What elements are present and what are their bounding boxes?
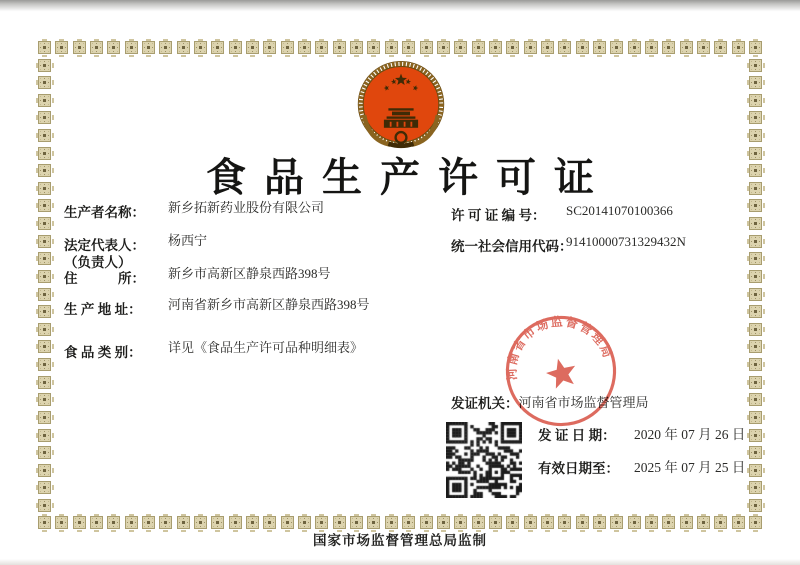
border-tile [558,516,571,529]
border-tile [333,41,346,54]
border-tile [593,41,606,54]
border-tile [73,516,86,529]
production-address-value: 河南省新乡市高新区静泉西路398号 [168,297,370,312]
official-red-seal [498,308,624,434]
border-tile [732,41,745,54]
china-national-emblem-icon [356,60,446,152]
border-tile [437,516,450,529]
seal-star-icon [543,355,579,390]
border-tile [749,411,762,424]
border-tile [610,41,623,54]
border-tile [177,516,190,529]
producer-name-value: 新乡拓新药业股份有限公司 [168,200,325,215]
legal-representative-value: 杨西宁 [168,233,208,248]
border-tile [749,270,762,283]
border-tile [38,481,51,494]
border-tile [38,41,51,54]
border-tile [645,516,658,529]
border-tile [749,446,762,459]
border-tile [749,464,762,477]
border-tile [246,41,259,54]
scan-edge-bottom [0,559,800,565]
border-tile [749,129,762,142]
border-tile [38,235,51,248]
border-tile [333,516,346,529]
border-tile [246,516,259,529]
border-tile [107,516,120,529]
border-tile [697,516,710,529]
border-tile [541,41,554,54]
border-tile [315,41,328,54]
production-address-label: 生 产 地 址： [64,302,142,317]
border-tile [263,41,276,54]
border-tile [38,94,51,107]
field-license-number [451,203,673,224]
border-tile [472,516,485,529]
license-number-value: SC20141070100366 [566,203,673,218]
border-tile [749,358,762,371]
field-valid-until [538,460,745,477]
border-tile [541,516,554,529]
border-tile [489,516,502,529]
food-category-label: 食 品 类 别： [64,345,142,360]
border-tile [177,41,190,54]
border-tile [125,516,138,529]
border-tile [38,288,51,301]
border-tile [211,516,224,529]
border-tile [194,516,207,529]
border-tile [281,516,294,529]
border-tile [472,41,485,54]
border-tile [38,305,51,318]
border-tile [454,41,467,54]
border-tile [749,76,762,89]
border-tile [749,305,762,318]
border-tile [732,516,745,529]
border-tile [506,41,519,54]
border-tile [680,516,693,529]
border-tile [194,41,207,54]
border-tile [90,41,103,54]
border-tile [159,516,172,529]
border-tile [38,129,51,142]
issue-date-value: 2020 年 07 月 26 日 [634,427,746,442]
issuing-authority-value: 河南省市场监督管理局 [518,395,649,410]
border-tile [38,111,51,124]
border-tile [749,323,762,336]
border-tile [749,235,762,248]
border-tile [749,340,762,353]
border-tile [38,340,51,353]
border-tile [524,516,537,529]
border-tile [38,323,51,336]
border-tile [628,41,641,54]
border-tile [211,41,224,54]
legal-representative-sublabel: （负责人） [64,255,132,270]
scan-edge-top [0,0,800,12]
border-tile [159,41,172,54]
border-tile [367,516,380,529]
field-residence [64,266,331,287]
border-tile [73,41,86,54]
border-tile [645,41,658,54]
border-tile [749,376,762,389]
issuing-authority-label: 发证机关： [451,396,519,411]
border-tile [610,516,623,529]
border-tile [142,516,155,529]
border-tile [38,376,51,389]
license-number-label: 许 可 证 编 号： [451,208,546,223]
border-tile [506,516,519,529]
field-food-category [64,340,364,361]
producer-name-label: 生产者名称： [64,205,145,220]
border-tile [55,41,68,54]
field-production-address [64,297,370,318]
border-tile [680,41,693,54]
border-tile [90,516,103,529]
border-tile [749,94,762,107]
field-credit-code [451,234,686,255]
border-tile [524,41,537,54]
border-tile [576,41,589,54]
border-tile [315,516,328,529]
border-tile [489,41,502,54]
border-tile [749,481,762,494]
border-tile [38,358,51,371]
border-tile [350,516,363,529]
certificate-title: 食品生产许可证 [206,155,612,200]
border-tile [749,41,762,54]
border-tile [298,41,311,54]
residence-value: 新乡市高新区静泉西路398号 [168,266,331,281]
border-tile [38,411,51,424]
issue-date-label: 发 证 日 期： [538,428,616,443]
border-tile [38,76,51,89]
border-tile [749,59,762,72]
border-tile [38,217,51,230]
border-tile [38,393,51,406]
border-tile [229,516,242,529]
border-tile [281,41,294,54]
border-tile [714,41,727,54]
food-category-value: 详见《食品生产许可品种明细表》 [168,340,364,355]
residence-label: 住 所： [64,271,145,286]
border-tile [420,516,433,529]
border-tile [402,516,415,529]
border-tile [662,516,675,529]
border-tile [38,270,51,283]
border-tile [38,499,51,512]
border-tile [437,41,450,54]
border-tile [454,516,467,529]
border-tile [38,446,51,459]
border-tile [662,41,675,54]
border-tile [263,516,276,529]
border-tile [298,516,311,529]
issuer-imprint: 国家市场监督管理总局监制 [313,533,487,548]
border-tile [749,217,762,230]
border-tile [55,516,68,529]
border-tile [749,111,762,124]
border-tile [749,499,762,512]
border-tile [628,516,641,529]
border-tile [38,516,51,529]
border-tile [593,516,606,529]
border-tile [350,41,363,54]
border-tile [367,41,380,54]
border-tile [749,429,762,442]
legal-representative-label: 法定代表人： [64,238,145,253]
border-tile [697,41,710,54]
border-tile [385,516,398,529]
border-tile [107,41,120,54]
valid-until-label: 有效日期至： [538,461,619,476]
border-tile [38,252,51,265]
border-tile [125,41,138,54]
border-tile [420,41,433,54]
seal-arc-text: 河南省市场监督管理局 [504,314,616,381]
border-tile [714,516,727,529]
border-tile [558,41,571,54]
border-tile [38,59,51,72]
border-tile [229,41,242,54]
border-tile [749,393,762,406]
border-tile [402,41,415,54]
border-tile [385,41,398,54]
credit-code-label: 统一社会信用代码： [451,239,573,254]
border-tile [38,464,51,477]
border-tile [749,288,762,301]
valid-until-value: 2025 年 07 月 25 日 [634,460,746,475]
field-producer-name [64,200,325,221]
border-tile [38,429,51,442]
border-tile [749,252,762,265]
border-tile [576,516,589,529]
credit-code-value: 91410000731329432N [566,234,686,249]
border-tile [749,516,762,529]
border-tile [142,41,155,54]
